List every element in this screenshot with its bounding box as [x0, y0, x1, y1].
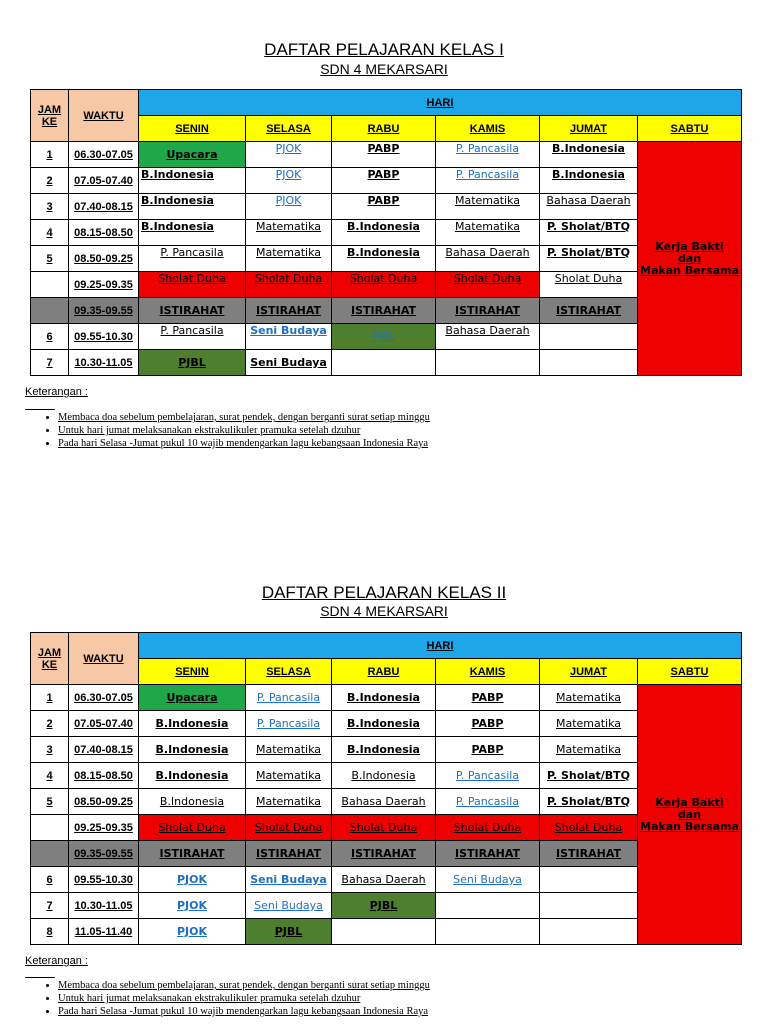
subject-cell: B.Indonesia: [332, 763, 436, 789]
subject-cell: B.Indonesia: [332, 685, 436, 711]
subject-cell: Sholat Duha: [246, 272, 332, 298]
divider: [25, 409, 55, 410]
subject-cell: [540, 867, 638, 893]
subject-cell: Matematika: [246, 246, 332, 272]
subject-cell: P. Pancasila: [246, 685, 332, 711]
header-day: SENIN: [139, 116, 246, 142]
row-time: 09.35-09.55: [69, 298, 139, 324]
subject-cell: B.Indonesia: [332, 711, 436, 737]
row-number: [31, 815, 69, 841]
schedule-table-kelas-2: [30, 632, 742, 945]
header-jam-ke: JAM KE: [31, 633, 69, 685]
row-time: 07.40-08.15: [69, 737, 139, 763]
row-number: 1: [31, 142, 69, 168]
school-name: SDN 4 MEKARSARI: [320, 603, 448, 619]
subject-cell: [540, 350, 638, 376]
subject-cell: Bahasa Daerah: [436, 246, 540, 272]
note-item: • Pada hari Selasa -Jumat pukul 10 wajib mendengarkan lagu kebangsaan Indonesia Raya: [58, 1005, 430, 1018]
row-time: 07.40-08.15: [69, 194, 139, 220]
subject-cell: Matematika: [436, 220, 540, 246]
subject-cell: Sholat Duha: [332, 815, 436, 841]
row-number: 7: [31, 893, 69, 919]
subject-cell: PJOK: [246, 168, 332, 194]
keterangan-label: Keterangan :: [25, 386, 88, 398]
note-item: • Untuk hari jumat melaksanakan ekstrakulikuler pramuka setelah dzuhur: [58, 992, 430, 1005]
subject-cell: P. Pancasila: [436, 789, 540, 815]
header-day: SELASA: [246, 116, 332, 142]
row-number: 5: [31, 789, 69, 815]
subject-cell: Sholat Duha: [139, 815, 246, 841]
subject-cell: Seni Budaya: [436, 867, 540, 893]
subject-cell: B.Indonesia: [540, 142, 638, 168]
subject-cell: B.Indonesia: [139, 737, 246, 763]
subject-cell: Matematika: [246, 763, 332, 789]
subject-cell: B.Indonesia: [139, 711, 246, 737]
header-hari: HARI: [139, 633, 742, 659]
subject-cell: PABP: [436, 711, 540, 737]
subject-cell: PJBL: [246, 919, 332, 945]
subject-cell: PJBL: [139, 350, 246, 376]
schedule-table-kelas-1: [30, 89, 742, 376]
subject-cell: Sholat Duha: [540, 815, 638, 841]
row-number: 3: [31, 737, 69, 763]
subject-cell: ISTIRAHAT: [540, 841, 638, 867]
subject-cell: [332, 350, 436, 376]
row-number: [31, 272, 69, 298]
subject-cell: [436, 919, 540, 945]
header-jam-ke: JAM KE: [31, 90, 69, 142]
header-hari: HARI: [139, 90, 742, 116]
subject-cell: Matematika: [540, 685, 638, 711]
subject-cell: ISTIRAHAT: [246, 298, 332, 324]
subject-cell: Sholat Duha: [436, 815, 540, 841]
header-waktu: WAKTU: [69, 633, 139, 685]
note-item: • Membaca doa sebelum pembelajaran, surat pendek, dengan berganti surat setiap minggu: [58, 979, 430, 992]
subject-cell: Bahasa Daerah: [332, 789, 436, 815]
subject-cell: P. Sholat/BTQ: [540, 763, 638, 789]
sabtu-line: Kerja Bakti: [655, 795, 724, 809]
sabtu-line: dan: [677, 807, 702, 821]
row-time: 09.25-09.35: [69, 272, 139, 298]
header-day: RABU: [332, 116, 436, 142]
subject-cell: PABP: [332, 168, 436, 194]
subject-cell: Sholat Duha: [332, 272, 436, 298]
subject-cell: ISTIRAHAT: [246, 841, 332, 867]
subject-cell: P. Sholat/BTQ: [540, 789, 638, 815]
subject-cell: Bahasa Daerah: [540, 194, 638, 220]
row-time: 09.55-10.30: [69, 324, 139, 350]
subject-cell: [540, 919, 638, 945]
subject-cell: P. Pancasila: [436, 763, 540, 789]
row-time: 06.30-07.05: [69, 685, 139, 711]
row-number: 1: [31, 685, 69, 711]
row-number: 6: [31, 324, 69, 350]
subject-cell: Matematika: [246, 220, 332, 246]
header-day: SENIN: [139, 659, 246, 685]
header-waktu: WAKTU: [69, 90, 139, 142]
subject-cell: P. Sholat/BTQ: [540, 246, 638, 272]
header-day: SABTU: [638, 116, 742, 142]
subject-cell: ISTIRAHAT: [436, 298, 540, 324]
subject-cell: ISTIRAHAT: [139, 841, 246, 867]
subject-cell: Upacara: [139, 685, 246, 711]
subject-cell: P. Pancasila: [246, 711, 332, 737]
subject-cell: B.Indonesia: [540, 168, 638, 194]
subject-cell: PJBL: [332, 324, 436, 350]
row-number: [31, 841, 69, 867]
subject-cell: P. Pancasila: [436, 168, 540, 194]
subject-cell: Sholat Duha: [436, 272, 540, 298]
row-number: 7: [31, 350, 69, 376]
row-time: 07.05-07.40: [69, 711, 139, 737]
subject-cell: Seni Budaya: [246, 324, 332, 350]
subject-cell: Matematika: [540, 737, 638, 763]
row-number: 4: [31, 220, 69, 246]
row-number: 6: [31, 867, 69, 893]
subject-cell: ISTIRAHAT: [332, 298, 436, 324]
row-time: 06.30-07.05: [69, 142, 139, 168]
subject-cell: B.Indonesia: [139, 168, 246, 194]
subject-cell: Sholat Duha: [540, 272, 638, 298]
school-name: SDN 4 MEKARSARI: [320, 61, 448, 77]
row-number: 8: [31, 919, 69, 945]
subject-cell: Matematika: [540, 711, 638, 737]
row-number: [31, 298, 69, 324]
subject-cell: Seni Budaya: [246, 867, 332, 893]
row-number: 2: [31, 711, 69, 737]
page-title: DAFTAR PELAJARAN KELAS I: [264, 40, 504, 59]
row-number: 3: [31, 194, 69, 220]
subject-cell: PABP: [436, 685, 540, 711]
subject-cell: Seni Budaya: [246, 893, 332, 919]
subject-cell: ISTIRAHAT: [332, 841, 436, 867]
row-time: 08.15-08.50: [69, 763, 139, 789]
row-number: 5: [31, 246, 69, 272]
subject-cell: P. Pancasila: [436, 142, 540, 168]
subject-cell: B.Indonesia: [139, 194, 246, 220]
subject-cell: PJOK: [139, 867, 246, 893]
subject-cell: Sholat Duha: [246, 815, 332, 841]
subject-cell: PJOK: [246, 194, 332, 220]
row-time: 08.50-09.25: [69, 789, 139, 815]
subject-cell: B.Indonesia: [332, 246, 436, 272]
sabtu-line: Kerja Bakti: [655, 239, 724, 253]
subject-cell: B.Indonesia: [139, 220, 246, 246]
note-item: • Pada hari Selasa -Jumat pukul 10 wajib mendengarkan lagu kebangsaan Indonesia Raya: [58, 437, 430, 450]
header-day: KAMIS: [436, 659, 540, 685]
row-time: 09.35-09.55: [69, 841, 139, 867]
row-time: 08.50-09.25: [69, 246, 139, 272]
sabtu-line: Makan Bersama: [640, 819, 739, 833]
sabtu-line: dan: [677, 251, 702, 265]
subject-cell: P. Pancasila: [139, 324, 246, 350]
row-time: 11.05-11.40: [69, 919, 139, 945]
divider: [25, 977, 55, 978]
subject-cell: Seni Budaya: [246, 350, 332, 376]
subject-cell: PABP: [436, 737, 540, 763]
subject-cell: [436, 893, 540, 919]
subject-cell: PJOK: [139, 919, 246, 945]
notes-list: [22, 411, 430, 450]
row-number: 2: [31, 168, 69, 194]
header-day: SABTU: [638, 659, 742, 685]
header-day: KAMIS: [436, 116, 540, 142]
subject-cell: [436, 350, 540, 376]
header-day: SELASA: [246, 659, 332, 685]
subject-cell: PJOK: [246, 142, 332, 168]
header-day: JUMAT: [540, 116, 638, 142]
subject-cell: ISTIRAHAT: [139, 298, 246, 324]
subject-cell: Bahasa Daerah: [332, 867, 436, 893]
row-time: 09.25-09.35: [69, 815, 139, 841]
subject-cell: ISTIRAHAT: [436, 841, 540, 867]
keterangan-label: Keterangan :: [25, 955, 88, 967]
subject-cell: P. Pancasila: [139, 246, 246, 272]
subject-cell: B.Indonesia: [139, 763, 246, 789]
subject-cell: Matematika: [246, 789, 332, 815]
row-time: 08.15-08.50: [69, 220, 139, 246]
subject-cell: [332, 919, 436, 945]
subject-cell: B.Indonesia: [332, 220, 436, 246]
subject-cell: Sholat Duha: [139, 272, 246, 298]
subject-cell: ISTIRAHAT: [540, 298, 638, 324]
subject-cell: P. Sholat/BTQ: [540, 220, 638, 246]
row-time: 09.55-10.30: [69, 867, 139, 893]
note-item: • Untuk hari jumat melaksanakan ekstrakulikuler pramuka setelah dzuhur: [58, 424, 430, 437]
subject-cell: PJOK: [139, 893, 246, 919]
subject-cell: PJBL: [332, 893, 436, 919]
subject-cell: Bahasa Daerah: [436, 324, 540, 350]
subject-cell: PABP: [332, 194, 436, 220]
notes-list: [22, 979, 430, 1018]
subject-cell: [540, 893, 638, 919]
subject-cell: Matematika: [246, 737, 332, 763]
subject-cell: PABP: [332, 142, 436, 168]
row-time: 10.30-11.05: [69, 350, 139, 376]
subject-cell: Upacara: [139, 142, 246, 168]
row-time: 10.30-11.05: [69, 893, 139, 919]
sabtu-activity: [638, 685, 742, 945]
page-title: DAFTAR PELAJARAN KELAS II: [261, 583, 507, 602]
subject-cell: B.Indonesia: [139, 789, 246, 815]
subject-cell: B.Indonesia: [332, 737, 436, 763]
header-day: RABU: [332, 659, 436, 685]
sabtu-line: Makan Bersama: [640, 263, 739, 277]
subject-cell: Matematika: [436, 194, 540, 220]
row-number: 4: [31, 763, 69, 789]
header-day: JUMAT: [540, 659, 638, 685]
sabtu-activity: [638, 142, 742, 376]
row-time: 07.05-07.40: [69, 168, 139, 194]
subject-cell: [540, 324, 638, 350]
note-item: • Membaca doa sebelum pembelajaran, surat pendek, dengan berganti surat setiap minggu: [58, 411, 430, 424]
